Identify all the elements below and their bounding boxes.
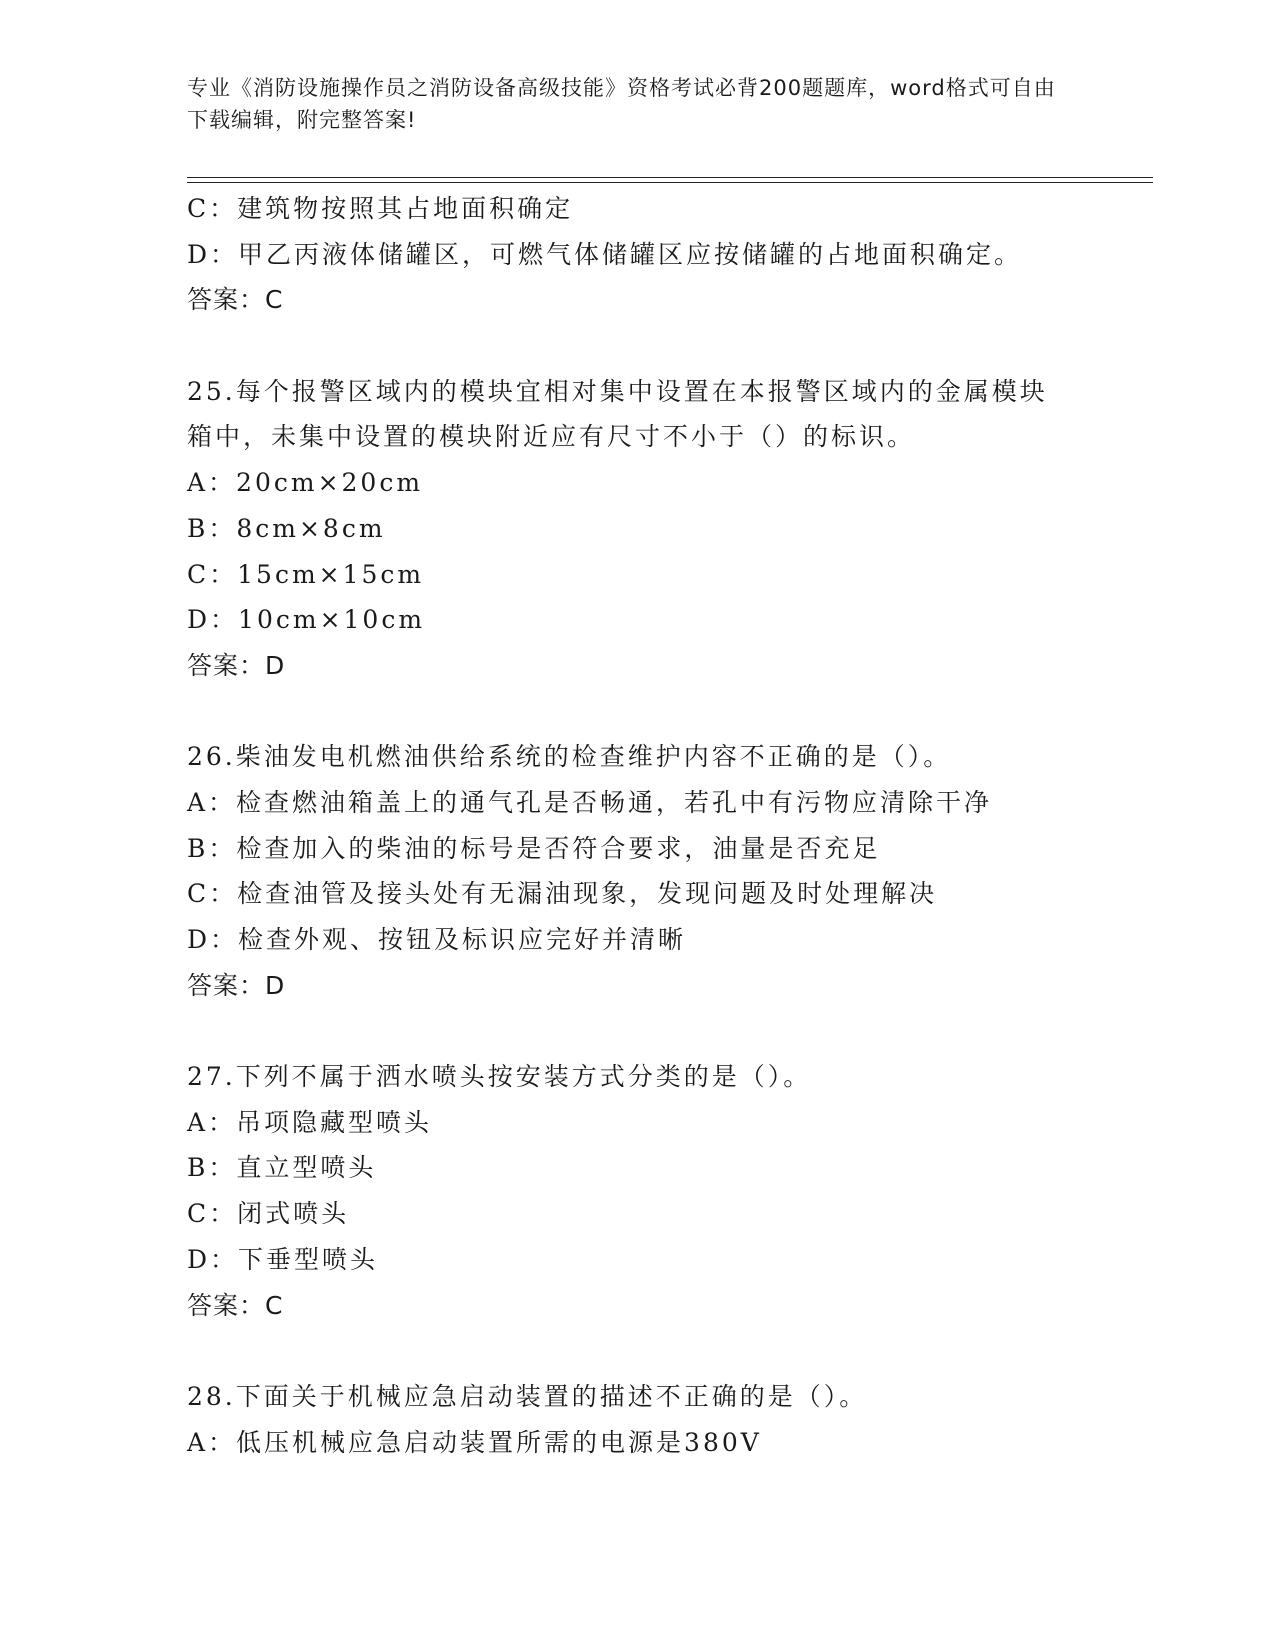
question-text: 28.下面关于机械应急启动装置的描述不正确的是（）。 bbox=[187, 1381, 868, 1411]
spacer bbox=[187, 689, 1137, 735]
spacer bbox=[187, 323, 1137, 369]
header-text: 专业《消防设施操作员之消防设备高级技能》资格考试必背200题题库，word格式可自由下载编辑，附完整答案! bbox=[187, 76, 1056, 132]
option-d: D：甲乙丙液体储罐区，可燃气体储罐区应按储罐的占地面积确定。 bbox=[187, 239, 1023, 269]
answer: 答案：D bbox=[187, 970, 286, 1000]
option-b: B：8cm×8cm bbox=[187, 513, 386, 543]
question-list bbox=[187, 186, 1137, 1465]
header-rule-bottom bbox=[187, 182, 1153, 183]
answer: 答案：C bbox=[187, 285, 284, 315]
option-a: A：低压机械应急启动装置所需的电源是380V bbox=[187, 1427, 762, 1457]
option-c: C：建筑物按照其占地面积确定 bbox=[187, 194, 574, 223]
answer: 答案：D bbox=[187, 650, 286, 680]
option-c: C：闭式喷头 bbox=[187, 1199, 350, 1229]
question-text: 26.柴油发电机燃油供给系统的检查维护内容不正确的是（）。 bbox=[187, 742, 952, 772]
option-c: C：15cm×15cm bbox=[187, 559, 425, 589]
option-d: D：10cm×10cm bbox=[187, 605, 426, 635]
question-text: 27.下列不属于洒水喷头按安装方式分类的是（）。 bbox=[187, 1062, 812, 1092]
answer: 答案：C bbox=[187, 1290, 284, 1320]
option-a: A：20cm×20cm bbox=[187, 468, 424, 498]
option-d: D：下垂型喷头 bbox=[187, 1244, 379, 1274]
option-d: D：检查外观、按钮及标识应完好并清晰 bbox=[187, 925, 687, 955]
option-b: B：直立型喷头 bbox=[187, 1153, 377, 1183]
spacer bbox=[187, 1008, 1137, 1054]
option-a: A：检查燃油箱盖上的通气孔是否畅通，若孔中有污物应清除干净 bbox=[187, 787, 993, 817]
question-text: 25.每个报警区域内的模块宜相对集中设置在本报警区域内的金属模块箱中，未集中设置的模块附近应有尺寸不小于（）的标识。 bbox=[187, 376, 1048, 452]
option-a: A：吊项隐藏型喷头 bbox=[187, 1107, 433, 1137]
option-c: C：检查油管及接头处有无漏油现象，发现问题及时处理解决 bbox=[187, 879, 938, 909]
page-header bbox=[187, 72, 1067, 136]
header-rule-top bbox=[187, 177, 1153, 178]
option-b: B：检查加入的柴油的标号是否符合要求，油量是否充足 bbox=[187, 833, 881, 863]
spacer bbox=[187, 1328, 1137, 1374]
